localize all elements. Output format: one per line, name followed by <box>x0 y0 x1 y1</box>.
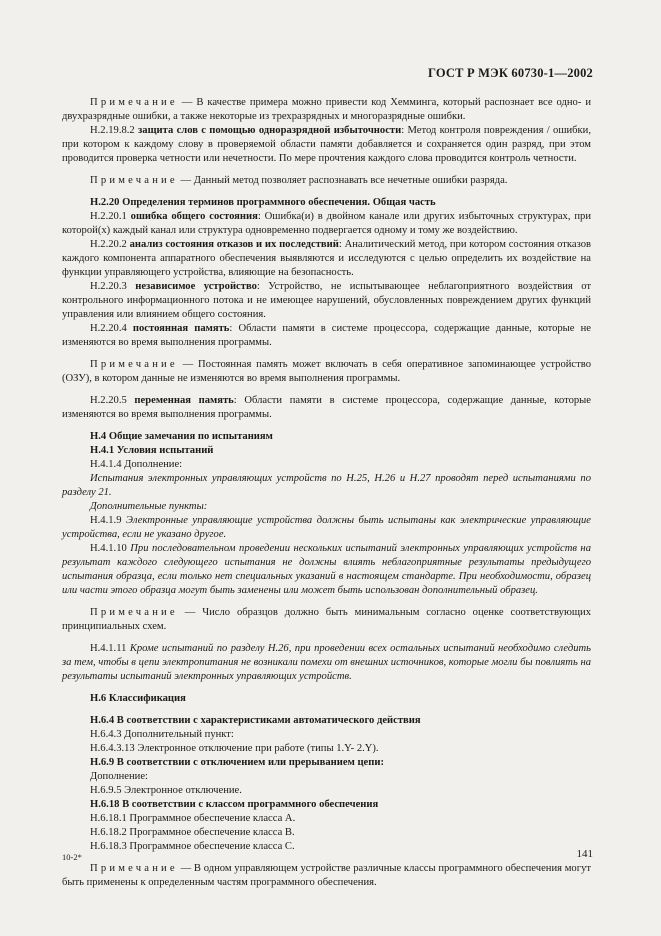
section-heading-h4-1: Н.4.1 Условия испытаний <box>90 445 214 456</box>
clause-h4-1-4: Н.4.1.4 Дополнение: <box>90 459 183 470</box>
clause-h2-20-1: Н.2.20.1 ошибка общего состояния: Ошибка(и) в двойном канале или других избыточных структурах, при которой(х) каждый канал или структура одновременно подвергается одному и тому же воздействию. <box>62 211 591 236</box>
clause-h2-20-3: Н.2.20.3 независимое устройство: Устройство, не испытывающее неблагоприятного воздействия от контрольного информационного потока и не имеющее нарушений, обусловленных повреждением других функций управления или влиянием общего состояния. <box>62 281 591 320</box>
clause-h2-19-8-2: Н.2.19.8.2 защита слов с помощью одноразрядной избыточности: Метод контроля повреждения / ошибки, при котором к каждому слову в проверяемой области памяти добавляется и сохраняется один разряд, при этом проводится проверка четности или нечетности. По мере прочтения каждого слова проводится контроль четности. <box>62 125 592 164</box>
clause-h2-20-5: Н.2.20.5 переменная память: Области памяти в системе процессора, содержащие данные, которые изменяются во время выполнения программы. <box>62 395 592 420</box>
clause-text: Дополнение: <box>90 771 148 782</box>
term: анализ состояния отказов и их последствий <box>129 239 339 250</box>
section-heading-h2-20: Н.2.20 Определения терминов программного обеспечения. Общая часть <box>90 197 436 208</box>
clause-h4-1-10: Н.4.1.10 При последовательном проведении нескольких испытаний электронных управляющих устройств на результат каждого следующего испытания не должны влиять неблагоприятные результаты предыдущего испытания образца, если только нет специальных указаний в настоящем стандарте. При необходимости, образец или части этого образца могут быть заменены или может быть использован дополнительный образец. <box>62 543 591 596</box>
clause-h6-18-1: Н.6.18.1 Программное обеспечение класса А. <box>90 813 296 824</box>
term: защита слов с помощью одноразрядной избыточности <box>138 125 402 136</box>
section-heading-h6: Н.6 Классификация <box>90 693 186 704</box>
footer-mark: 10-2* <box>62 852 82 862</box>
document-body <box>62 96 591 890</box>
clause-text: Испытания электронных управляющих устройств по Н.25, Н.26 и Н.27 проводят перед испытаниями по разделу 21. <box>62 473 591 498</box>
note-parity: Примечание — Данный метод позволяет распознавать все нечетные ошибки разряда. <box>90 175 508 186</box>
term: переменная память <box>134 395 234 406</box>
term: постоянная память <box>132 323 230 334</box>
note-label: Примечание <box>90 863 178 874</box>
note-hamming: Примечание — В качестве примера можно привести код Хемминга, который распознает все одно- и двухразрядные ошибки, а также некоторые из трехразрядных и многоразрядные ошибки. <box>62 97 591 122</box>
clause-h6-18-2: Н.6.18.2 Программное обеспечение класса В. <box>90 827 295 838</box>
clause-h4-1-11: Н.4.1.11 Кроме испытаний по разделу Н.26, при проведении всех остальных испытаний необходимо следить за тем, чтобы в цепи электропитания не возникали помехи от внешних источников, которые могли бы повлиять на результаты испытаний электронных управляющих устройств. <box>62 643 591 682</box>
page-number: 141 <box>576 848 593 860</box>
term: независимое устройство <box>135 281 257 292</box>
section-heading-h6-18: Н.6.18 В соответствии с классом программного обеспечения <box>90 799 379 810</box>
clause-h4-1-9: Н.4.1.9 Электронные управляющие устройства должны быть испытаны как электрические управляющие устройства, если не указано другое. <box>62 515 591 540</box>
section-heading-h6-4: Н.6.4 В соответствии с характеристиками автоматического действия <box>90 715 421 726</box>
clause-text: Дополнительные пункты: <box>90 501 208 512</box>
clause-h6-4-3: Н.6.4.3 Дополнительный пункт: <box>90 729 234 740</box>
note-label: Примечание <box>90 607 178 618</box>
note-label: Примечание <box>90 175 178 186</box>
term: ошибка общего состояния <box>130 211 258 222</box>
section-heading-h6-9: Н.6.9 В соответствии с отключением или прерыванием цепи: <box>90 757 384 768</box>
note-label: Примечание <box>90 359 178 370</box>
clause-h6-9-5: Н.6.9.5 Электронное отключение. <box>90 785 242 796</box>
clause-h6-18-3: Н.6.18.3 Программное обеспечение класса С. <box>90 841 295 852</box>
clause-h2-20-4: Н.2.20.4 постоянная память: Области памяти в системе процессора, содержащие данные, которые не изменяются во время выполнения программы. <box>62 323 591 348</box>
note-software-classes: Примечание — В одном управляющем устройстве различные классы программного обеспечения могут быть применены к определенным частям программного обеспечения. <box>62 863 591 888</box>
clause-h6-4-3-13: Н.6.4.3.13 Электронное отключение при работе (типы 1.Y- 2.Y). <box>90 743 379 754</box>
note-ram: Примечание — Постоянная память может включать в себя оперативное запоминающее устройство (ОЗУ), в котором данные не изменяются во время выполнения программы. <box>62 359 591 384</box>
section-heading-h4: Н.4 Общие замечания по испытаниям <box>90 431 273 442</box>
document-header: ГОСТ Р МЭК 60730-1—2002 <box>428 66 593 80</box>
note-samples: Примечание — Число образцов должно быть минимальным согласно оценке соответствующих принципиальных схем. <box>62 607 591 632</box>
note-label: Примечание <box>90 97 178 108</box>
clause-h2-20-2: Н.2.20.2 анализ состояния отказов и их последствий: Аналитический метод, при котором состояния отказов каждого компонента аппаратного обеспечения выявляются и исследуются с целью определить их воздействие на функции управляющего устройства, влияющие на безопасность. <box>62 239 591 278</box>
